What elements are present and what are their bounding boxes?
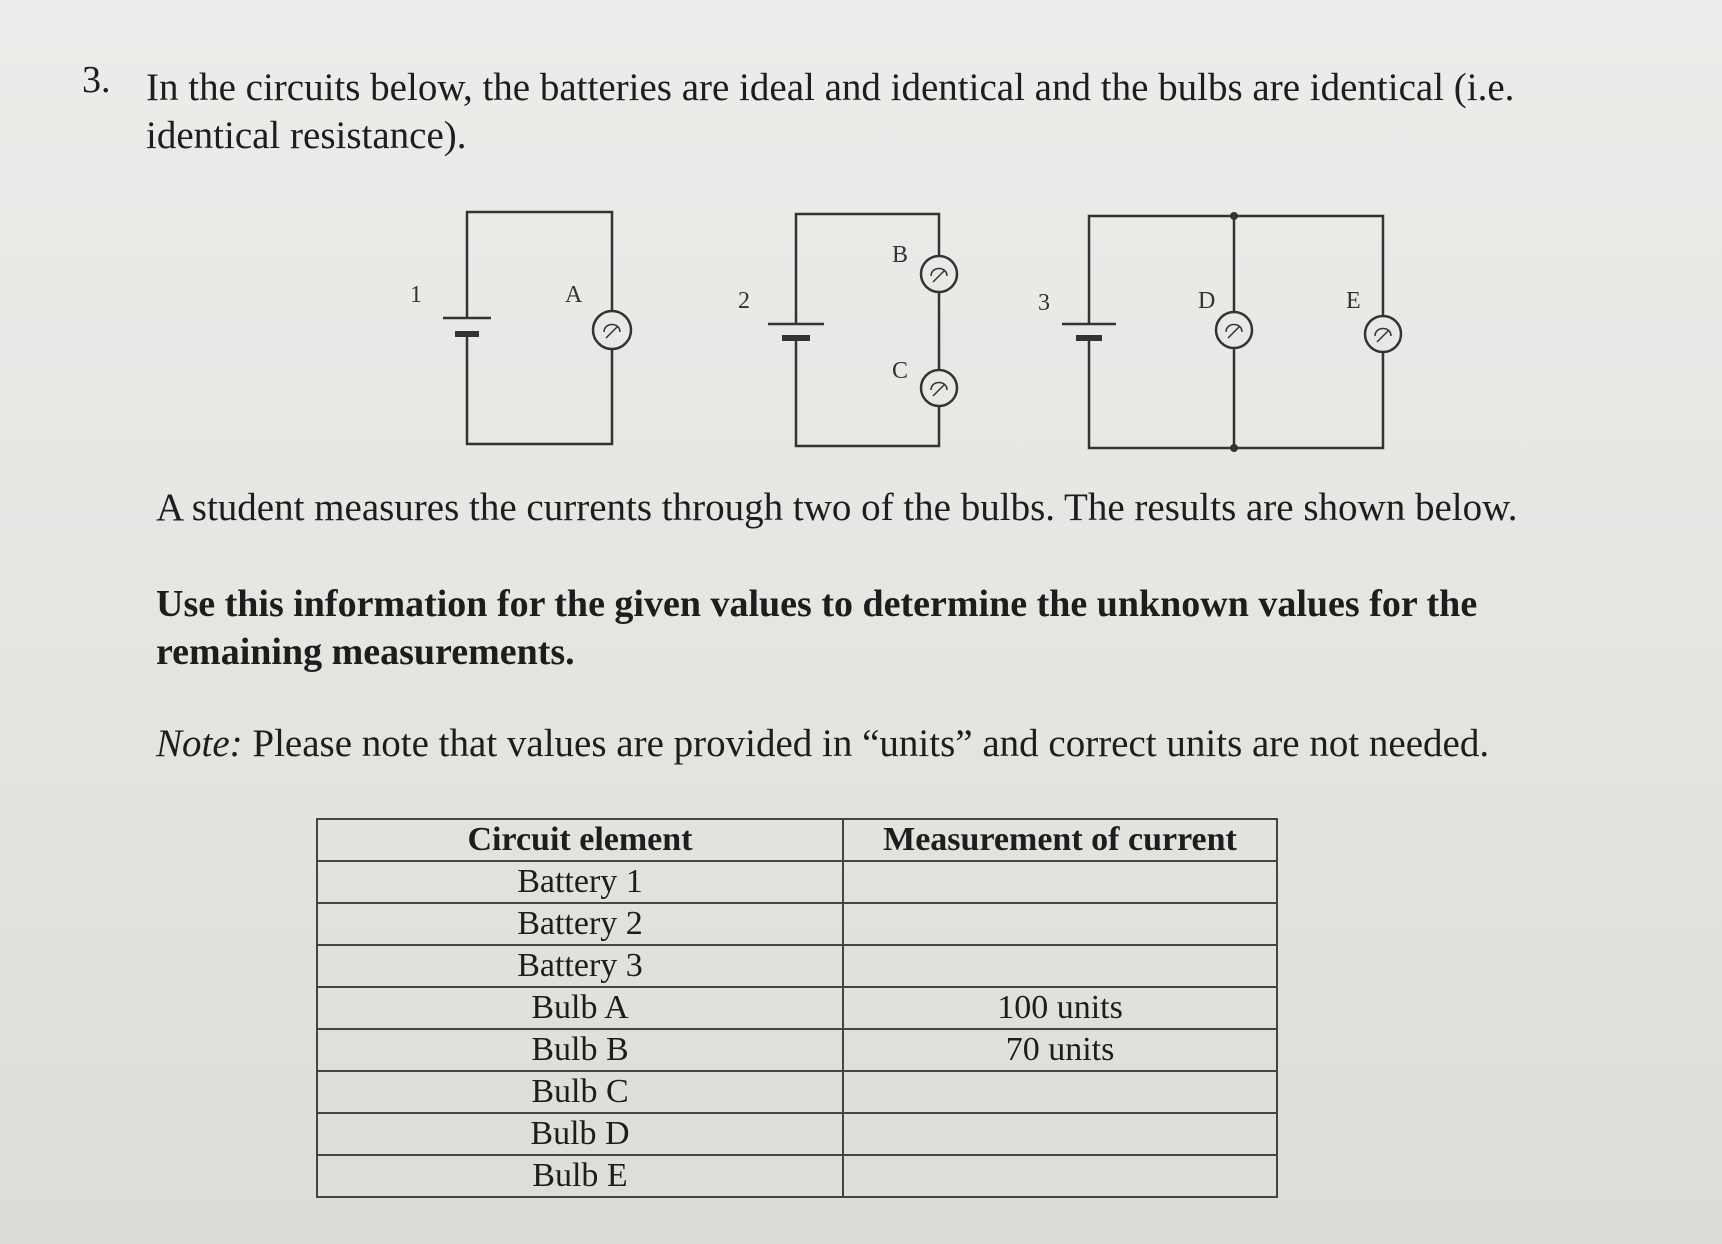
table-row	[317, 987, 1277, 1029]
question-number: 3.	[82, 59, 111, 101]
question-text: In the circuits below, the batteries are ideal and identical and the bulbs are identical (i.e. identical resistance).	[146, 66, 1515, 157]
table-row	[317, 1029, 1277, 1071]
table-row	[317, 1155, 1277, 1197]
element-cell: Bulb E	[317, 1155, 843, 1197]
circuit-1	[443, 212, 631, 444]
student-measurement-text: A student measures the currents through two of the bulbs. The results are shown below.	[156, 486, 1518, 529]
table-row	[317, 861, 1277, 903]
value-cell[interactable]: 70 units	[843, 1029, 1277, 1071]
element-cell: Bulb B	[317, 1029, 843, 1071]
note-text: Please note that values are provided in “units” and correct units are not needed.	[242, 722, 1490, 765]
value-cell[interactable]	[843, 903, 1277, 945]
note-label: Note:	[156, 722, 243, 765]
element-cell: Bulb D	[317, 1113, 843, 1155]
circuit-3-label: 3	[1038, 290, 1050, 316]
value-cell[interactable]	[843, 945, 1277, 987]
element-cell: Bulb A	[317, 987, 843, 1029]
table-row	[317, 903, 1277, 945]
circuit-diagrams	[0, 0, 1722, 500]
value-cell[interactable]	[843, 861, 1277, 903]
value-cell[interactable]	[843, 1113, 1277, 1155]
value-cell[interactable]: 100 units	[843, 987, 1277, 1029]
note-paragraph	[156, 720, 1636, 768]
element-cell: Battery 1	[317, 861, 843, 903]
table-row	[317, 1071, 1277, 1113]
instruction-text: Use this information for the given values to determine the unknown values for the remaining measurements.	[156, 583, 1478, 673]
bulb-b-label: B	[892, 242, 909, 268]
circuit-1-label: 1	[410, 282, 422, 308]
measurement-table	[316, 818, 1278, 1198]
circuit-2	[768, 214, 957, 446]
circuit-3	[1062, 216, 1401, 448]
value-cell[interactable]	[843, 1155, 1277, 1197]
element-cell: Battery 3	[317, 945, 843, 987]
circuit-2-label: 2	[738, 288, 750, 314]
header-circuit-element: Circuit element	[317, 819, 843, 861]
bulb-d-label: D	[1198, 288, 1216, 314]
element-cell: Bulb C	[317, 1071, 843, 1113]
table-row	[317, 945, 1277, 987]
bulb-e-label: E	[1346, 288, 1361, 314]
table-header-row	[317, 819, 1277, 861]
bulb-c-label: C	[892, 358, 909, 384]
header-measurement: Measurement of current	[843, 819, 1277, 861]
value-cell[interactable]	[843, 1071, 1277, 1113]
table-row	[317, 1113, 1277, 1155]
element-cell: Battery 2	[317, 903, 843, 945]
bulb-a-label: A	[565, 282, 583, 308]
